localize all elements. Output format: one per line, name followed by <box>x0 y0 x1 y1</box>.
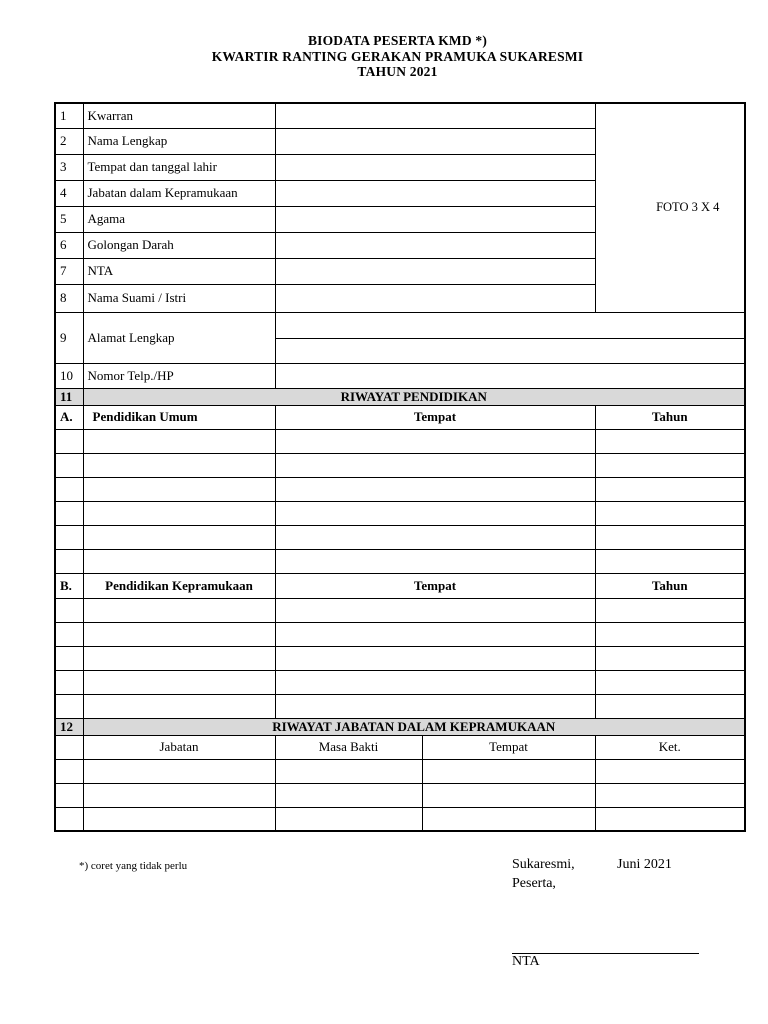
signature-date: Juni 2021 <box>617 857 672 872</box>
table-cell <box>55 646 83 670</box>
table-cell <box>55 759 83 783</box>
address-line-2-input[interactable] <box>275 338 745 363</box>
table-cell-input[interactable] <box>275 807 422 831</box>
table-row <box>55 670 745 694</box>
field-label: Nomor Telp./HP <box>83 363 275 388</box>
table-cell-input[interactable] <box>595 646 745 670</box>
field-label: NTA <box>83 258 275 284</box>
signature-nta-label: NTA <box>512 954 540 969</box>
field-number: 2 <box>55 128 83 154</box>
table-cell-input[interactable] <box>275 622 595 646</box>
field-value-input[interactable] <box>275 154 595 180</box>
photo-box <box>595 103 745 312</box>
table-cell-input[interactable] <box>83 670 275 694</box>
column-header: Tahun <box>595 405 745 429</box>
table-cell-input[interactable] <box>275 549 595 573</box>
table-cell-input[interactable] <box>83 453 275 477</box>
table-cell-input[interactable] <box>83 549 275 573</box>
subsection-letter: A. <box>55 405 83 429</box>
table-cell-input[interactable] <box>595 670 745 694</box>
table-cell-input[interactable] <box>275 525 595 549</box>
field-number: 4 <box>55 180 83 206</box>
table-row <box>55 501 745 525</box>
table-row <box>55 429 745 453</box>
table-cell-input[interactable] <box>83 807 275 831</box>
field-label: Jabatan dalam Kepramukaan <box>83 180 275 206</box>
subsection-letter: B. <box>55 573 83 598</box>
table-cell-input[interactable] <box>83 525 275 549</box>
table-cell <box>55 622 83 646</box>
column-header: Ket. <box>595 735 745 759</box>
table-cell-input[interactable] <box>275 429 595 453</box>
table-cell-input[interactable] <box>595 783 745 807</box>
field-number: 5 <box>55 206 83 232</box>
field-row <box>55 312 745 338</box>
title-line-2: KWARTIR RANTING GERAKAN PRAMUKA SUKARESMI <box>211 48 584 64</box>
table-cell-input[interactable] <box>275 670 595 694</box>
table-row <box>55 759 745 783</box>
table-row <box>55 477 745 501</box>
section-header-education <box>55 388 745 405</box>
field-value-input[interactable] <box>275 232 595 258</box>
table-cell-input[interactable] <box>595 501 745 525</box>
table-cell <box>55 501 83 525</box>
title-line-1: BIODATA PESERTA KMD *) <box>307 33 488 48</box>
table-cell-input[interactable] <box>595 549 745 573</box>
table-row <box>55 525 745 549</box>
footnote: *) coret yang tidak perlu <box>79 860 188 872</box>
column-header: Jabatan <box>83 735 275 759</box>
title-line-3: TAHUN 2021 <box>357 64 438 79</box>
table-cell-input[interactable] <box>595 525 745 549</box>
field-number: 7 <box>55 258 83 284</box>
table-cell-input[interactable] <box>595 622 745 646</box>
section-title: RIWAYAT PENDIDIKAN <box>83 388 745 405</box>
table-cell-input[interactable] <box>595 759 745 783</box>
table-cell-input[interactable] <box>275 598 595 622</box>
table-cell-input[interactable] <box>595 429 745 453</box>
section-number: 12 <box>55 718 83 735</box>
table-cell-input[interactable] <box>275 646 595 670</box>
table-cell-input[interactable] <box>422 783 595 807</box>
section-header-positions <box>55 718 745 735</box>
field-label: Kwarran <box>83 103 275 128</box>
column-header: Tempat <box>422 735 595 759</box>
biodata-form-table <box>54 102 746 832</box>
field-value-input[interactable] <box>275 103 595 128</box>
signature-role: Peserta, <box>512 876 556 891</box>
field-label: Alamat Lengkap <box>83 312 275 363</box>
section-title: RIWAYAT JABATAN DALAM KEPRAMUKAAN <box>83 718 745 735</box>
table-cell <box>55 429 83 453</box>
table-cell-input[interactable] <box>83 783 275 807</box>
field-number: 10 <box>55 363 83 388</box>
table-row <box>55 783 745 807</box>
table-cell-input[interactable] <box>422 759 595 783</box>
signature-line[interactable] <box>512 953 699 954</box>
table-cell <box>55 477 83 501</box>
field-label: Nama Lengkap <box>83 128 275 154</box>
table-cell-input[interactable] <box>83 622 275 646</box>
column-header: Tempat <box>275 573 595 598</box>
table-cell-input[interactable] <box>83 598 275 622</box>
table-cell-input[interactable] <box>83 477 275 501</box>
table-cell-input[interactable] <box>83 501 275 525</box>
section-number: 11 <box>55 388 83 405</box>
field-label: Agama <box>83 206 275 232</box>
table-cell <box>55 670 83 694</box>
table-cell-input[interactable] <box>275 501 595 525</box>
signature-place: Sukaresmi, <box>512 857 575 872</box>
table-row <box>55 453 745 477</box>
table-cell-input[interactable] <box>275 783 422 807</box>
table-cell-input[interactable] <box>595 453 745 477</box>
field-value-input[interactable] <box>275 180 595 206</box>
column-header: Pendidikan Umum <box>83 405 275 429</box>
table-row <box>55 694 745 718</box>
document-title <box>0 33 768 80</box>
table-cell-input[interactable] <box>275 477 595 501</box>
table-cell-input[interactable] <box>595 477 745 501</box>
field-number: 8 <box>55 284 83 312</box>
field-label: Golongan Darah <box>83 232 275 258</box>
column-header: Tempat <box>275 405 595 429</box>
table-cell-input[interactable] <box>83 646 275 670</box>
table-cell-input[interactable] <box>595 694 745 718</box>
table-row <box>55 549 745 573</box>
field-value-input[interactable] <box>275 284 595 312</box>
table-cell <box>55 783 83 807</box>
table-cell-input[interactable] <box>275 694 595 718</box>
field-number: 9 <box>55 312 83 363</box>
table-cell <box>55 735 83 759</box>
table-cell-input[interactable] <box>275 759 422 783</box>
field-label: Nama Suami / Istri <box>83 284 275 312</box>
table-cell-input[interactable] <box>595 598 745 622</box>
table-cell-input[interactable] <box>83 429 275 453</box>
subsection-header-scouting-education <box>55 573 745 598</box>
field-value-input[interactable] <box>275 258 595 284</box>
subsection-header-general-education <box>55 405 745 429</box>
table-cell-input[interactable] <box>83 694 275 718</box>
table-cell <box>55 807 83 831</box>
field-value-input[interactable] <box>275 363 745 388</box>
column-header: Masa Bakti <box>275 735 422 759</box>
table-cell <box>55 598 83 622</box>
field-value-input[interactable] <box>275 206 595 232</box>
column-header: Pendidikan Kepramukaan <box>83 573 275 598</box>
table-cell <box>55 549 83 573</box>
table-row <box>55 598 745 622</box>
field-row <box>55 363 745 388</box>
column-header: Tahun <box>595 573 745 598</box>
table-cell-input[interactable] <box>422 807 595 831</box>
field-number: 6 <box>55 232 83 258</box>
field-label: Tempat dan tanggal lahir <box>83 154 275 180</box>
address-line-1-input[interactable] <box>275 312 745 338</box>
field-number: 1 <box>55 103 83 128</box>
table-row <box>55 646 745 670</box>
table-row <box>55 622 745 646</box>
photo-label: FOTO 3 X 4 <box>656 199 720 214</box>
table-cell-input[interactable] <box>595 807 745 831</box>
table-row <box>55 807 745 831</box>
table-cell-input[interactable] <box>275 453 595 477</box>
table-cell-input[interactable] <box>83 759 275 783</box>
table-cell <box>55 525 83 549</box>
field-value-input[interactable] <box>275 128 595 154</box>
table-cell <box>55 694 83 718</box>
field-number: 3 <box>55 154 83 180</box>
field-row <box>55 103 745 128</box>
table-cell <box>55 453 83 477</box>
positions-column-headers <box>55 735 745 759</box>
